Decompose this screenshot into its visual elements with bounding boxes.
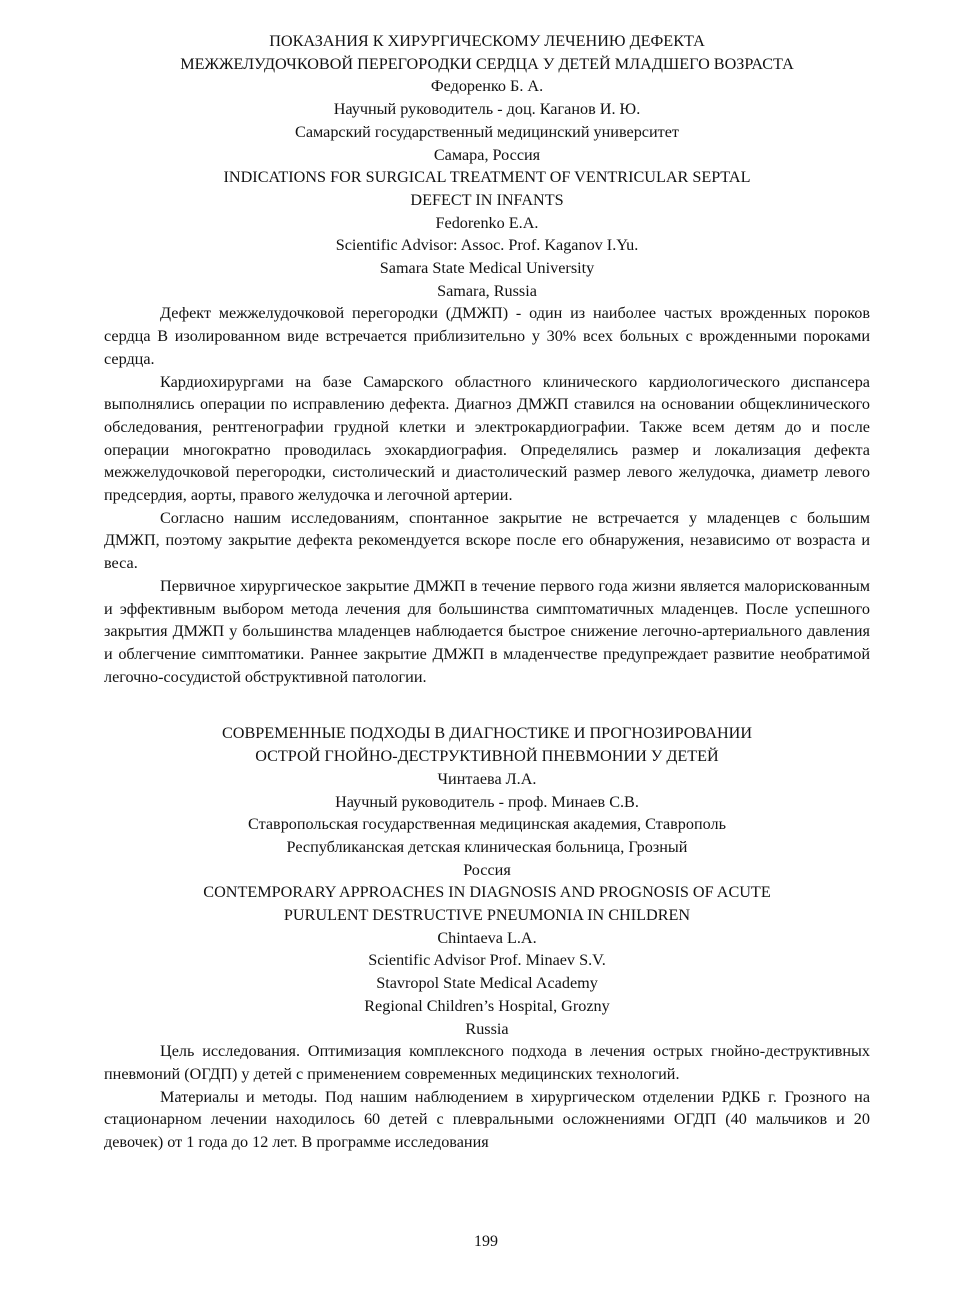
article2-ru-country: Россия: [463, 860, 511, 879]
article2-en-affiliation-1: Stavropol State Medical Academy: [376, 974, 598, 993]
article1-header: [104, 30, 870, 302]
article2-en-title-line-1: CONTEMPORARY APPROACHES IN DIAGNOSIS AND PROGNOSIS OF ACUTE: [203, 883, 771, 902]
article2-en-country: Russia: [465, 1019, 509, 1038]
article1-en-affiliation: Samara State Medical University: [379, 259, 595, 278]
article2-en-author: Chintaeva L.A.: [437, 928, 537, 947]
article1-en-title-line-1: INDICATIONS FOR SURGICAL TREATMENT OF VENTRICULAR SEPTAL: [223, 168, 751, 187]
article2-en-affiliation-2: Regional Children’s Hospital, Grozny: [364, 996, 610, 1015]
article1-paragraph: Дефект межжелудочковой перегородки (ДМЖП) - один из наиболее частых врожденных пороков сердца В изолированном виде встречается приблизительно у 30% всех больных с врожденными пороками сердца.: [104, 304, 870, 368]
article2-header: [104, 722, 870, 1040]
article2-paragraph: Материалы и методы. Под нашим наблюдением в хирургическом отделении РДКБ г. Грозного на стационарном лечении находилось 60 детей с плевральными осложнениями ОГДП (40 мальчиков и 20 девочек) от 1 года до 12 лет. В программе исследования: [104, 1087, 870, 1152]
article1-en-advisor: Scientific Advisor: Assoc. Prof. Kaganov I.Yu.: [335, 236, 639, 255]
article2-en-advisor: Scientific Advisor Prof. Minaev S.V.: [368, 951, 606, 970]
article2-ru-advisor: Научный руководитель - проф. Минаев С.В.: [335, 792, 639, 811]
page-content: [104, 30, 870, 1154]
page-number: 199: [474, 1233, 498, 1250]
article1-en-author: Fedorenko E.A.: [435, 213, 539, 232]
article1-en-title-line-2: DEFECT IN INFANTS: [410, 190, 564, 209]
article1-ru-affiliation: Самарский государственный медицинский университет: [295, 122, 679, 141]
article2-ru-affiliation-2: Республиканская детская клиническая больница, Грозный: [286, 837, 688, 856]
article1-ru-title-line-2: МЕЖЖЕЛУДОЧКОВОЙ ПЕРЕГОРОДКИ СЕРДЦА У ДЕТЕЙ МЛАДШЕГО ВОЗРАСТА: [180, 54, 794, 73]
article2-ru-affiliation-1: Ставропольская государственная медицинская академия, Ставрополь: [248, 815, 726, 834]
article1-paragraph: Первичное хирургическое закрытие ДМЖП в течение первого года жизни является малорискованным и эффективным выбором метода лечения для большинства симптоматичных младенцев. После успешного закрытия ДМЖП у большинства младенцев наблюдается быстрое снижение легочно-артериального давления и облегчение симптоматики. Раннее закрытие ДМЖП в младенчестве предупреждает развитие необратимой легочно-сосудистой обструктивной патологии.: [104, 576, 870, 686]
article1-ru-city: Самара, Россия: [433, 145, 541, 164]
article1-paragraph: Кардиохирургами на базе Самарского областного клинического кардиологического диспансера выполнялись операции по исправлению дефекта. Диагноз ДМЖП ставился на основании общеклинического обследования, рентгенографии грудной клетки и электрокардиографии. Также всем детям до и после операции многократно проводилась эхокардиография. Определялись размер и локализация дефекта межжелудочковой перегородки, систолический и диастолический размер левого желудочка, диаметр левого предсердия, аорты, правого желудочка и легочной артерии.: [104, 372, 870, 505]
article1-ru-title-line-1: ПОКАЗАНИЯ К ХИРУРГИЧЕСКОМУ ЛЕЧЕНИЮ ДЕФЕКТА: [269, 32, 705, 50]
article2-ru-title-line-2: ОСТРОЙ ГНОЙНО-ДЕСТРУКТИВНОЙ ПНЕВМОНИИ У ДЕТЕЙ: [255, 747, 719, 766]
article1-en-city: Samara, Russia: [437, 281, 537, 300]
article2-en-title-line-2: PURULENT DESTRUCTIVE PNEUMONIA IN CHILDREN: [283, 906, 691, 925]
article1-paragraph: Согласно нашим исследованиям, спонтанное закрытие не встречается у младенцев с большим ДМЖП, поэтому закрытие дефекта рекомендуется вскоре после его обнаружения, независимо от возраста и веса.: [104, 508, 870, 573]
article2-ru-title-line-1: СОВРЕМЕННЫЕ ПОДХОДЫ В ДИАГНОСТИКЕ И ПРОГНОЗИРОВАНИИ: [221, 724, 753, 743]
section-gap: [104, 688, 870, 722]
article1-ru-advisor: Научный руководитель - доц. Каганов И. Ю.: [333, 100, 641, 119]
article1-ru-author: Федоренко Б. А.: [430, 77, 544, 96]
article2-ru-author: Чинтаева Л.А.: [437, 769, 537, 788]
article2-paragraph: Цель исследования. Оптимизация комплексного подхода в лечения острых гнойно-деструктивных пневмоний (ОГДП) у детей с применением современных медицинских технологий.: [104, 1042, 870, 1083]
